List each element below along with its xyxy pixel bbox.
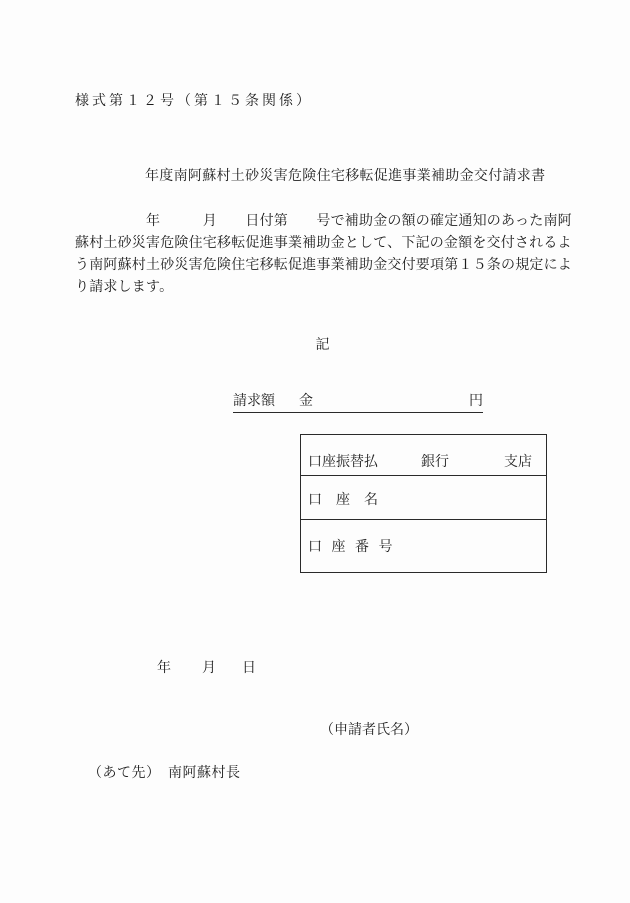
payment-method-label: 口座振替払 [308,455,378,470]
addressee-line: （あて先） 南阿蘇村長 [88,766,241,781]
date-day-label: 日 [242,661,256,676]
body-line-4: り請求します。 [75,280,174,295]
table-row-account-number [301,520,546,573]
bank-account-table [300,434,547,573]
bank-label: 銀行 [421,455,449,470]
account-name-label: 口 座 名 [308,493,378,508]
form-number: 様式第１２号（第１５条関係） [75,94,313,109]
page-title: 年度南阿蘇村土砂災害危険住宅移転促進事業補助金交付請求書 [145,169,546,184]
body-line-2: 蘇村土砂災害危険住宅移転促進事業補助金として、下記の金額を交付されるよ [75,236,572,251]
amount-currency-suffix: 円 [469,394,483,409]
amount-label: 請求額 [233,394,275,409]
body-line-1: 年 月 日付第 号で補助金の額の確定通知のあった南阿 [75,214,572,229]
amount-currency-prefix: 金 [299,394,313,409]
table-row-account-name [301,476,546,520]
body-line-3: う南阿蘇村土砂災害危険住宅移転促進事業補助金交付要項第１５条の規定によ [75,258,572,273]
applicant-name-label: （申請者氏名） [320,723,418,738]
ki-heading: 記 [315,338,330,353]
account-number-label: 口 座 番 号 [308,540,396,555]
date-month-label: 月 [202,661,216,676]
body-paragraph [75,211,570,299]
branch-label: 支店 [504,455,532,470]
date-year-label: 年 [157,661,171,676]
amount-underline [233,390,483,413]
table-row-transfer [301,435,546,476]
amount-line [233,390,483,413]
